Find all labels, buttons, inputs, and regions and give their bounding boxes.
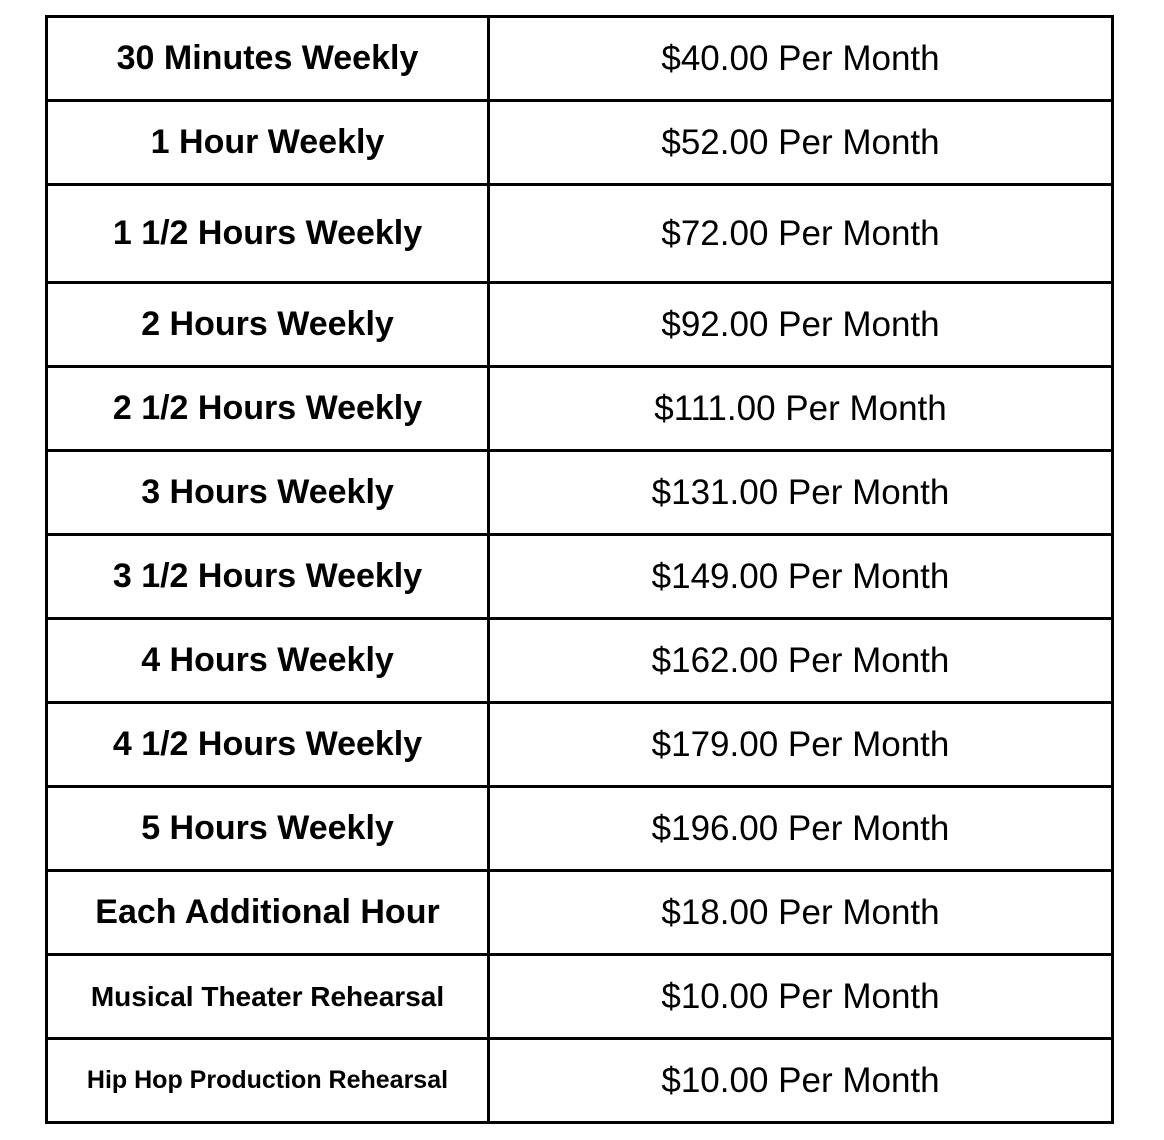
price-value: $131.00 Per Month bbox=[489, 451, 1113, 535]
table-row bbox=[47, 1039, 1113, 1123]
price-value: $10.00 Per Month bbox=[489, 955, 1113, 1039]
table-row bbox=[47, 101, 1113, 185]
price-value: $111.00 Per Month bbox=[489, 367, 1113, 451]
table-row bbox=[47, 367, 1113, 451]
price-value: $162.00 Per Month bbox=[489, 619, 1113, 703]
price-value: $72.00 Per Month bbox=[489, 185, 1113, 283]
duration-label: 2 1/2 Hours Weekly bbox=[47, 367, 489, 451]
duration-label: 5 Hours Weekly bbox=[47, 787, 489, 871]
pricing-table bbox=[45, 15, 1114, 1124]
price-value: $149.00 Per Month bbox=[489, 535, 1113, 619]
duration-label: 4 1/2 Hours Weekly bbox=[47, 703, 489, 787]
price-value: $10.00 Per Month bbox=[489, 1039, 1113, 1123]
price-value: $40.00 Per Month bbox=[489, 17, 1113, 101]
duration-label: Hip Hop Production Rehearsal bbox=[47, 1039, 489, 1123]
duration-label: 1 Hour Weekly bbox=[47, 101, 489, 185]
duration-label: 3 Hours Weekly bbox=[47, 451, 489, 535]
price-value: $179.00 Per Month bbox=[489, 703, 1113, 787]
duration-label: 3 1/2 Hours Weekly bbox=[47, 535, 489, 619]
duration-label: 30 Minutes Weekly bbox=[47, 17, 489, 101]
price-value: $92.00 Per Month bbox=[489, 283, 1113, 367]
duration-label: 2 Hours Weekly bbox=[47, 283, 489, 367]
table-row bbox=[47, 451, 1113, 535]
table-row bbox=[47, 185, 1113, 283]
duration-label: Musical Theater Rehearsal bbox=[47, 955, 489, 1039]
table-row bbox=[47, 871, 1113, 955]
price-value: $52.00 Per Month bbox=[489, 101, 1113, 185]
duration-label: Each Additional Hour bbox=[47, 871, 489, 955]
table-row bbox=[47, 283, 1113, 367]
table-row bbox=[47, 17, 1113, 101]
duration-label: 1 1/2 Hours Weekly bbox=[47, 185, 489, 283]
duration-label: 4 Hours Weekly bbox=[47, 619, 489, 703]
table-row bbox=[47, 535, 1113, 619]
table-row bbox=[47, 787, 1113, 871]
table-row bbox=[47, 955, 1113, 1039]
price-value: $196.00 Per Month bbox=[489, 787, 1113, 871]
table-row bbox=[47, 619, 1113, 703]
table-row bbox=[47, 703, 1113, 787]
price-value: $18.00 Per Month bbox=[489, 871, 1113, 955]
